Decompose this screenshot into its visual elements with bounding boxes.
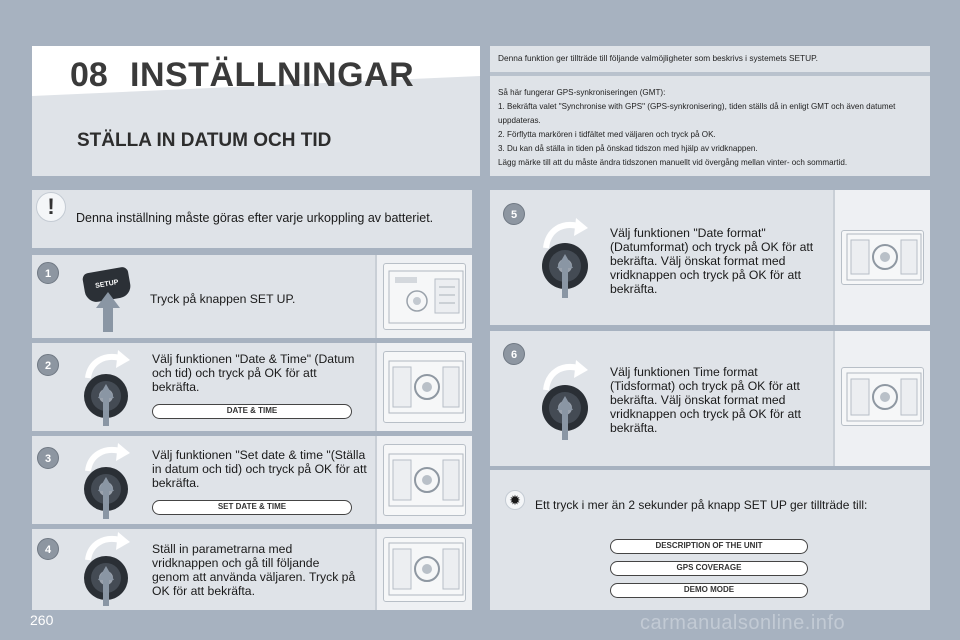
arrow-up-icon — [96, 292, 120, 332]
step-badge: 3 — [37, 447, 59, 469]
gps-intro-text: Denna funktion ger tillträde till följande valmöjligheter som beskrivs i systemets SETUP. — [498, 53, 818, 63]
menu-option-description: DESCRIPTION OF THE UNIT — [610, 539, 808, 554]
gps-line: 1. Bekräfta valet "Synchronise with GPS" (GPS-synkronisering), tiden ställs då in enligt GMT och även datumet uppdateras. — [498, 102, 896, 125]
tip-text: Ett tryck i mer än 2 sekunder på knapp SET UP ger tillträde till: — [535, 498, 868, 512]
rotary-knob-icon — [82, 348, 132, 428]
step-badge: 1 — [37, 262, 59, 284]
gps-instructions — [498, 86, 928, 170]
chapter-title: INSTÄLLNINGAR — [130, 56, 415, 94]
radio-illustration — [387, 359, 465, 415]
rotary-knob-icon — [82, 530, 132, 608]
menu-option-gps-coverage: GPS COVERAGE — [610, 561, 808, 576]
setup-button-icon: SETUP — [82, 266, 133, 304]
step-4-text: Ställ in parametrarna med vridknappen och gå till följande genom att använda väljaren. Tryck på OK för att bekräfta. — [152, 542, 356, 598]
step-5-text: Välj funktionen "Date format" (Datumformat) och tryck på OK för att bekräfta. Välj önskat format med vridknappen och tryck på OK för att bekräfta. — [610, 226, 814, 296]
step-6-text: Välj funktionen Time format (Tidsformat) och tryck på OK för att bekräfta. Välj önskat format med vridknappen och tryck på OK för att bekräfta. — [610, 365, 802, 435]
step-1-text: Tryck på knappen SET UP. — [150, 292, 296, 306]
step-3-text: Välj funktionen "Set date & time "(Ställa in datum och tid) och tryck på OK för att bekräfta. — [152, 448, 367, 490]
step-badge: 6 — [503, 343, 525, 365]
step-2-text: Välj funktionen "Date & Time" (Datum och tid) och tryck på OK för att bekräfta. — [152, 352, 355, 394]
radio-unit-image — [375, 343, 472, 431]
radio-unit-image — [375, 255, 472, 338]
gps-line: Så här fungerar GPS-synkroniseringen (GMT): — [498, 88, 666, 97]
radio-unit-image — [833, 190, 930, 325]
gps-line: 3. Du kan då ställa in tiden på önskad tidszon med hjälp av vridknappen. — [498, 144, 758, 153]
radio-illustration — [845, 371, 923, 423]
radio-unit-image — [833, 331, 930, 466]
menu-option-set-date-time: SET DATE & TIME — [152, 500, 352, 515]
section-title: STÄLLA IN DATUM OCH TID — [77, 130, 332, 151]
menu-option-date-time: DATE & TIME — [152, 404, 352, 419]
radio-illustration — [845, 232, 923, 282]
radio-illustration — [387, 269, 465, 325]
radio-unit-image — [375, 436, 472, 524]
gps-divider — [490, 72, 930, 76]
step-badge: 5 — [503, 203, 525, 225]
page-number: 260 — [30, 612, 54, 628]
rotary-knob-icon — [82, 441, 132, 521]
menu-option-demo-mode: DEMO MODE — [610, 583, 808, 598]
radio-unit-image — [375, 529, 472, 610]
radio-illustration — [387, 452, 465, 508]
exclamation-icon: ! — [36, 192, 66, 222]
radio-illustration — [387, 541, 465, 597]
rotary-knob-icon — [540, 216, 592, 300]
rotary-knob-icon — [540, 358, 592, 442]
gps-line: Lägg märke till att du måste ändra tidszonen manuellt vid övergång mellan vinter- och sommartid. — [498, 158, 848, 167]
warning-text: Denna inställning måste göras efter varje urkoppling av batteriet. — [76, 211, 434, 225]
step-badge: 2 — [37, 354, 59, 376]
watermark: carmanualsonline.info — [640, 612, 846, 634]
sun-icon: ✹ — [505, 490, 525, 510]
step-badge: 4 — [37, 538, 59, 560]
gps-line: 2. Förflytta markören i tidfältet med väljaren och tryck på OK. — [498, 130, 716, 139]
chapter-number: 08 — [70, 56, 108, 94]
